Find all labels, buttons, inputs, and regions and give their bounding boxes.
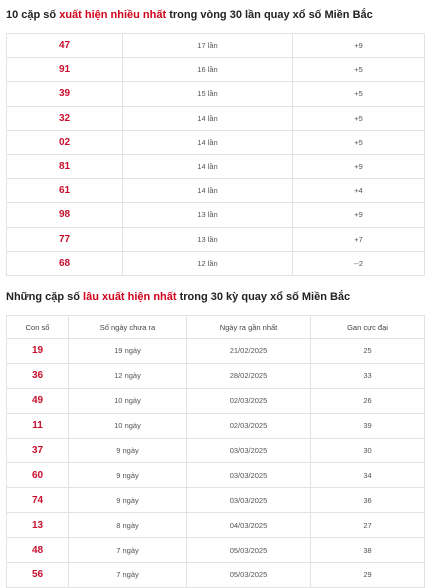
count-cell: 14 lần: [123, 154, 293, 178]
days-not-drawn-cell: 19 ngày: [69, 339, 187, 364]
pair-number: 98: [7, 203, 123, 227]
days-not-drawn-cell: 9 ngày: [69, 438, 187, 463]
table-row: [7, 438, 425, 463]
section2-title: [0, 291, 356, 303]
last-drawn-date-cell: 28/02/2025: [187, 363, 311, 388]
delta-cell: +5: [293, 58, 425, 82]
column-header: Số ngày chưa ra: [69, 316, 187, 339]
days-not-drawn-cell: 7 ngày: [69, 563, 187, 588]
table-row: [7, 488, 425, 513]
pair-number: 32: [7, 106, 123, 130]
last-drawn-date-cell: 03/03/2025: [187, 463, 311, 488]
delta-cell: +9: [293, 34, 425, 58]
count-cell: 17 lần: [123, 34, 293, 58]
count-cell: 15 lần: [123, 82, 293, 106]
table-row: [7, 363, 425, 388]
table-row: [7, 563, 425, 588]
days-not-drawn-cell: 8 ngày: [69, 513, 187, 538]
delta-cell: +9: [293, 203, 425, 227]
max-gap-cell: 27: [311, 513, 425, 538]
overdue-pairs-table: [6, 315, 425, 588]
pair-number: 39: [7, 82, 123, 106]
max-gap-cell: 33: [311, 363, 425, 388]
delta-cell: +7: [293, 227, 425, 251]
table-row: [7, 227, 425, 251]
days-not-drawn-cell: 12 ngày: [69, 363, 187, 388]
frequent-pairs-table: [6, 33, 425, 276]
count-cell: 14 lần: [123, 130, 293, 154]
pair-number: 49: [7, 388, 69, 413]
table-row: [7, 154, 425, 178]
section1-title-pre: 10 cặp số: [6, 9, 60, 21]
section2-title-post: trong 30 kỳ quay xổ số Miền Bắc: [176, 291, 351, 303]
count-cell: 14 lần: [123, 106, 293, 130]
column-header: Ngày ra gần nhất: [187, 316, 311, 339]
pair-number: 77: [7, 227, 123, 251]
table-row: [7, 538, 425, 563]
max-gap-cell: 38: [311, 538, 425, 563]
count-cell: 14 lần: [123, 179, 293, 203]
delta-cell: +4: [293, 179, 425, 203]
days-not-drawn-cell: 10 ngày: [69, 388, 187, 413]
max-gap-cell: 29: [311, 563, 425, 588]
table-row: [7, 388, 425, 413]
days-not-drawn-cell: 9 ngày: [69, 488, 187, 513]
delta-cell: +5: [293, 130, 425, 154]
table-row: [7, 34, 425, 58]
max-gap-cell: 34: [311, 463, 425, 488]
table-row: [7, 58, 425, 82]
column-header: Con số: [7, 316, 69, 339]
pair-number: 47: [7, 34, 123, 58]
max-gap-cell: 30: [311, 438, 425, 463]
last-drawn-date-cell: 03/03/2025: [187, 488, 311, 513]
pair-number: 60: [7, 463, 69, 488]
section1-title-highlight: xuất hiện nhiều nhất: [59, 9, 167, 21]
pair-number: 61: [7, 179, 123, 203]
delta-cell: +5: [293, 82, 425, 106]
last-drawn-date-cell: 05/03/2025: [187, 563, 311, 588]
pair-number: 68: [7, 251, 123, 275]
pair-number: 13: [7, 513, 69, 538]
days-not-drawn-cell: 9 ngày: [69, 463, 187, 488]
count-cell: 13 lần: [123, 203, 293, 227]
count-cell: 16 lần: [123, 58, 293, 82]
count-cell: 13 lần: [123, 227, 293, 251]
section2-title-highlight: lâu xuất hiện nhất: [83, 291, 177, 303]
table-row: [7, 106, 425, 130]
table-row: [7, 463, 425, 488]
section1-title-post: trong vòng 30 lần quay xổ số Miền Bắc: [166, 9, 373, 21]
pair-number: 91: [7, 58, 123, 82]
delta-cell: +9: [293, 154, 425, 178]
table-row: [7, 413, 425, 438]
pair-number: 48: [7, 538, 69, 563]
pair-number: 74: [7, 488, 69, 513]
pair-number: 36: [7, 363, 69, 388]
column-header: Gan cực đại: [311, 316, 425, 339]
table-row: [7, 513, 425, 538]
max-gap-cell: 25: [311, 339, 425, 364]
table-row: [7, 130, 425, 154]
pair-number: 37: [7, 438, 69, 463]
table-row: [7, 82, 425, 106]
max-gap-cell: 39: [311, 413, 425, 438]
pair-number: 02: [7, 130, 123, 154]
max-gap-cell: 26: [311, 388, 425, 413]
last-drawn-date-cell: 03/03/2025: [187, 438, 311, 463]
last-drawn-date-cell: 04/03/2025: [187, 513, 311, 538]
pair-number: 56: [7, 563, 69, 588]
last-drawn-date-cell: 02/03/2025: [187, 413, 311, 438]
last-drawn-date-cell: 21/02/2025: [187, 339, 311, 364]
section1-title: [0, 9, 379, 21]
days-not-drawn-cell: 7 ngày: [69, 538, 187, 563]
pair-number: 81: [7, 154, 123, 178]
table-row: [7, 339, 425, 364]
delta-cell: +5: [293, 106, 425, 130]
table-header-row: [7, 316, 425, 339]
section2-title-pre: Những cặp số: [6, 291, 84, 303]
table-row: [7, 203, 425, 227]
max-gap-cell: 36: [311, 488, 425, 513]
last-drawn-date-cell: 05/03/2025: [187, 538, 311, 563]
table-row: [7, 251, 425, 275]
pair-number: 19: [7, 339, 69, 364]
days-not-drawn-cell: 10 ngày: [69, 413, 187, 438]
delta-cell: --2: [293, 251, 425, 275]
pair-number: 11: [7, 413, 69, 438]
count-cell: 12 lần: [123, 251, 293, 275]
last-drawn-date-cell: 02/03/2025: [187, 388, 311, 413]
table-row: [7, 179, 425, 203]
